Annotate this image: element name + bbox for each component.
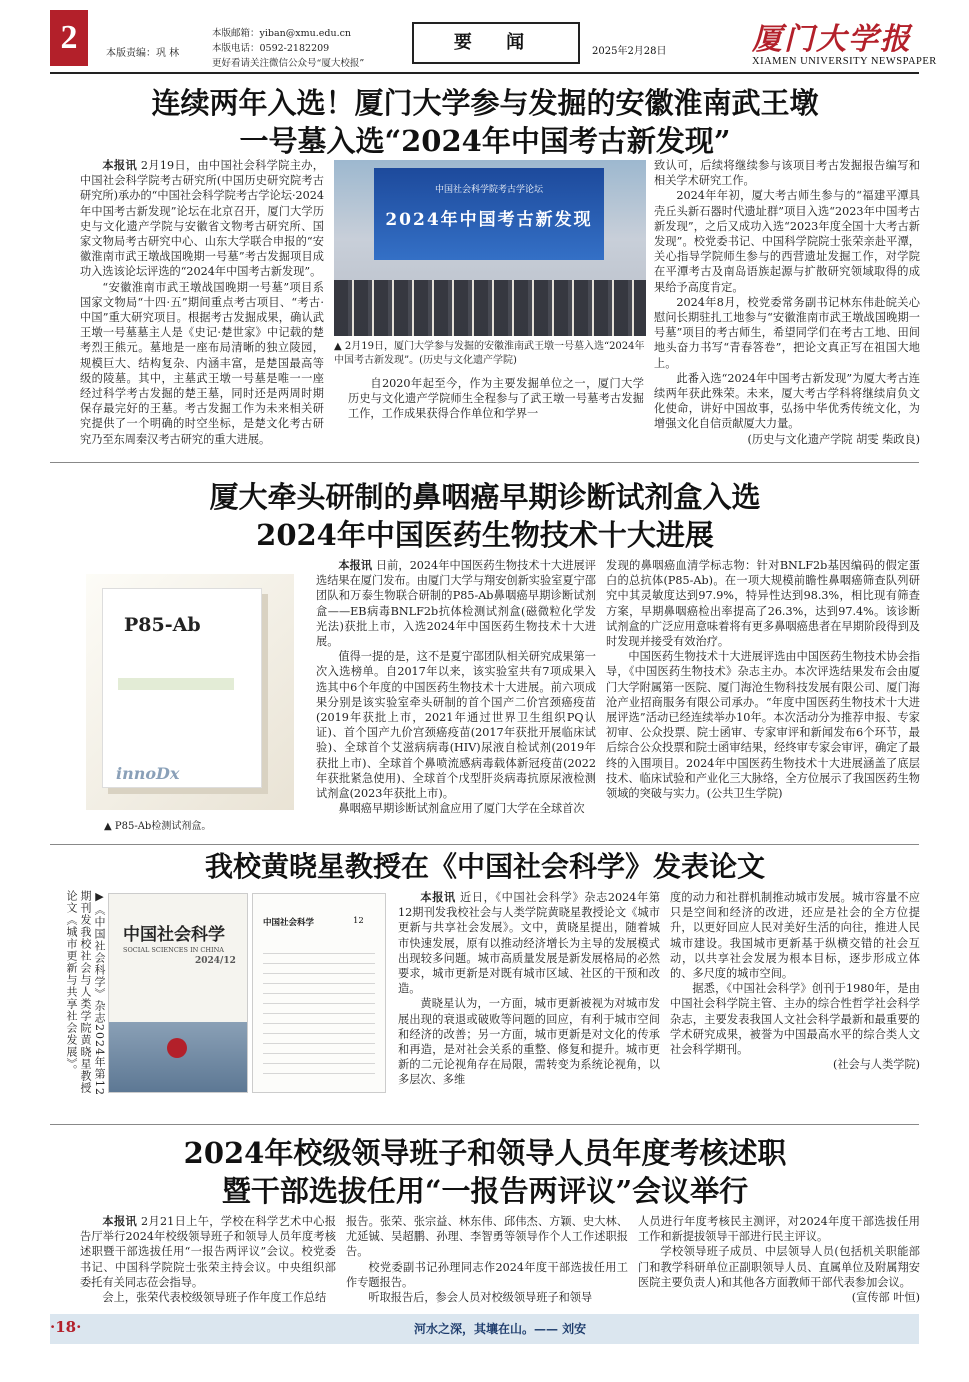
article3-col2 [670, 890, 920, 1118]
people-group [334, 280, 646, 336]
article1-lead: 本报讯 [102, 158, 137, 172]
article3-lead: 本报讯 [420, 890, 456, 904]
article4-para1: 2月21日上午，学校在科学艺术中心报告厅举行2024年校级领导班子和领导人员年度考核述职暨干部选拔任用“一报告两评议”会议。校党委书记、中国科学院院士张荣主持会议。中央组织部委托有关同志莅会指导。 [80, 1215, 336, 1289]
article1-title [60, 84, 910, 160]
box-brand: innoDx [116, 764, 180, 783]
article4-para4: 校党委副书记孙理同志作2024年度干部选拔任用工作专题报告。 [346, 1260, 628, 1289]
article4-title [60, 1134, 910, 1210]
newspaper-logo-sub: XIAMEN UNIVERSITY NEWSPAPER [752, 56, 937, 67]
article4-title-line1: 2024年校级领导班子和领导人员年度考核述职 [183, 1136, 787, 1170]
box-label-band [118, 678, 234, 690]
article1-sign: (历史与文化遗产学院 胡雯 柴政良) [747, 432, 920, 446]
screen-title: 2024年中国考古新发现 [385, 210, 593, 230]
email: 本版邮箱：yiban@xmu.edu.cn [212, 28, 352, 39]
article2-caption: ▲ P85-Ab检测试剂盒。 [104, 821, 212, 832]
article1-para7: 此番入选“2024年中国考古新发现”为厦大考古连续两年获此殊荣。未来，厦大考古学科将继续肩负文化使命，讲好中国故事，弘扬中华优秀传统文化，为增强文化自信贡献厦大力量。 [654, 371, 920, 431]
contact-block [212, 26, 364, 71]
section-label: 要 闻 [412, 22, 580, 64]
journal-page-number: 12 [353, 916, 364, 926]
screen-subtitle: 中国社会科学院考古学论坛 [434, 185, 543, 195]
phone: 本版电话：0592-2182209 [212, 43, 330, 54]
article2-col1 [316, 558, 596, 840]
article1-col2 [348, 376, 644, 446]
article2-para5: 中国医药生物技术十大进展评选由中国医药生物技术协会指导，《中国医药生物技术》杂志主办。本次评选结果发布会由厦门大学附属第一医院、厦门海沧生物科技发展有限公司、厦门海沧产业招商服务有限公司承办。“年度中国医药生物技术十大进展评选”活动已经连续举办10年。本次活动分为推荐申报、专家初审、公众投票、院士函审、专家审评和新闻发布6个环节，最后综合公众投票和院士函审结果，经终审专家会审评，确定了最终的入围项目。2024年中国医药生物技术十大进展涵盖了底层技术、临床试验和产业化三大脉络，全方位展示了我国医药生物领域的突破与实力。(公共卫生学院) [606, 650, 920, 801]
divider-1 [50, 462, 919, 463]
divider-3 [50, 1124, 919, 1125]
article4-para7: 学校领导班子成员、中层领导人员(包括机关职能部门和教学科研单位正副职领导人员、直属单位及附属翔安医院主要负责人)和其他各方面教师干部代表参加会议。 [638, 1245, 920, 1289]
article2-col2 [606, 558, 920, 840]
editor-credit: 本版责编：巩 林 [106, 48, 180, 59]
header-rule [50, 72, 919, 74]
journal-cover [108, 893, 248, 1093]
article2-para1: 日前，2024年中国医药生物技术十大进展评选结果在厦门发布。由厦门大学与翔安创新实验室夏宁邵团队和万泰生物联合研制的P85-Ab鼻咽癌早期诊断试剂盒——EB病毒BNLF2b抗体检测试剂盒(磁微粒化学发光法)获批上市，入选2024年中国医药生物技术十大进展。 [316, 559, 596, 649]
footer-quote: 河水之深，其壤在山。—— 刘安 [414, 1322, 587, 1336]
article4-lead: 本报讯 [102, 1214, 138, 1228]
forum-screen [374, 168, 604, 260]
article2-para4: 发现的鼻咽癌血清学标志物：针对BNLF2b基因编码的假定蛋白的总抗体(P85-Ab)。在一项大规模前瞻性鼻咽癌筛查队列研究中其灵敏度达到97.9%，特异性达到98.3%，相比现有筛查方案，早期鼻咽癌检出率提高了26.3%，达到97.4%。该诊断试剂盒的广泛应用意味着将有更多鼻咽癌患者在早期阶段得到及时发现并接受有效治疗。 [606, 559, 920, 649]
article1-para2: “安徽淮南市武王墩战国晚期一号墓”项目系国家文物局“十四·五”期间重点考古项目、“考古·中国”重大研究项目。根据考古发掘成果，确认武王墩一号墓墓主人是《史记·楚世家》中记载的楚考烈王熊元。墓地是一座布局清晰的独立陵园，规模巨大、结构复杂、内涵丰富，是楚国最高等级的陵墓。其中，主墓武王墩一号墓是唯一一座经过科学考古发掘的楚王墓，同时还是两周时期保存最完好的王墓。考古发掘工作为未来相关研究提供了一个明确的时空坐标，是楚文化考古研究乃至东周秦汉考古研究的重大进展。 [80, 280, 324, 446]
footer-page-number: ·18· [50, 1318, 82, 1336]
article4-sign: (宣传部 叶恒) [851, 1291, 920, 1305]
box-name: P85-Ab [124, 614, 201, 636]
journal-page-title: 中国社会科学 [263, 918, 315, 928]
article4-para2: 会上，张荣代表校级领导班子作年度工作总结 [102, 1291, 327, 1305]
article2-title-line1: 厦大牵头研制的鼻咽癌早期诊断试剂盒入选 [209, 480, 761, 514]
article1-para5: 2024年年初，厦大考古师生参与的“福建平潭具壳丘头新石器时代遗址群”项目入选“2023年中国考古新发现”，之后又成功入选“2023年度全国十大考古新发现”。校党委书记、中国科学院院士张荣亲赴平潭，关心指导学院师生参与的西营遗址发掘工作，对学院在平潭考古及南岛语族起源与扩散研究领域取得的成果给予高度肯定。 [654, 189, 920, 294]
article1-caption: ▲ 2月19日，厦门大学参与发掘的安徽淮南武王墩一号墓入选“2024年中国考古新发现”。(历史与文化遗产学院) [334, 341, 645, 366]
article3-title: 我校黄晓星教授在《中国社会科学》发表论文 [204, 850, 765, 883]
article4-col3 [638, 1214, 920, 1310]
article1-col3 [654, 158, 920, 448]
article1-col1 [80, 158, 324, 448]
article3-para1: 近日，《中国社会科学》杂志2024年第12期刊发我校社会与人类学院黄晓星教授论文《城市更新与共享社会发展》。文中，黄晓星提出，随着城市快速发展，原有以推动经济增长为主导的发展模式出现较多问题。城市高质量发展是新发展格局的必然要求，城市更新是对既有城市区域、社区的干预和改造。 [398, 891, 660, 996]
article3-sign: (社会与人类学院) [832, 1058, 920, 1072]
journal-contents-page [252, 893, 386, 1093]
article2-para2: 值得一提的是，这不是夏宁邵团队相关研究成果第一次入选榜单。自2017年以来，该实验室共有7项成果入选其中6个年度的中国医药生物技术十大进展。前六项成果分别是该实验室牵头研制的首个国产二价宫颈癌疫苗(2019年获批上市，2021年通过世界卫生组织PQ认证)、首个国产九价宫颈癌疫苗(2017年获批开展临床试验)、全球首个艾滋病病毒(HIV)尿液自检试剂(2019年获批上市)、全球首个鼻喷流感病毒载体新冠疫苗(2022年获批紧急使用)、全球首个戊型肝炎病毒抗原尿液检测试剂盒(2023年获批上市)。 [316, 650, 596, 801]
article3-vertical-caption: ▶《中国社会科学》杂志2024年第12期刊发我校社会与人类学院黄晓星教授论文《城市更新与共享社会发展》。 [65, 890, 106, 1096]
issue-date: 2025年2月28日 [592, 46, 667, 57]
journal-contents-lines [263, 944, 375, 1074]
article2-title [60, 478, 910, 554]
article1-title-line2: 一号墓入选“2024年中国考古新发现” [239, 124, 731, 158]
article3-col1 [398, 890, 660, 1118]
page-number: 2 [50, 10, 88, 66]
article1-para6: 2024年8月，校党委常务副书记林东伟赴皖关心慰问长期驻扎工地参与“安徽淮南市武王墩战国晚期一号墓”项目的考古师生，希望同学们在考古工地、田间地头奋力书写“青春答卷”，把论文真正写在祖国大地上。 [654, 295, 920, 370]
journal-cover-title: 中国社会科学 [123, 925, 225, 945]
article3-para4: 据悉，《中国社会科学》创刊于1980年，是由中国社会科学院主管、主办的综合性哲学社会科学杂志，主要发表我国人文社会科学最新和最重要的学术研究成果，被誉为中国最高水平的综合类人文社会科学期刊。 [670, 982, 920, 1057]
article4-col1 [80, 1214, 336, 1310]
journal-cover-en: SOCIAL SCIENCES IN CHINA [123, 946, 224, 954]
article4-para5: 听取报告后，参会人员对校级领导班子和领导 [368, 1291, 593, 1305]
article4-col2 [346, 1214, 628, 1310]
article4-para3: 报告。张荣、张宗益、林东伟、邱伟杰、方颖、史大林、尤延铖、吴超鹏、孙理、李智勇等领导作个人工作述职报告。 [346, 1215, 628, 1259]
wechat: 更好看请关注微信公众号“厦大校报” [212, 58, 365, 69]
article3-para2: 黄晓星认为，一方面，城市更新被视为对城市发展出现的衰退或破败等问题的回应，有利于城市空间和经济的改善；另一方面，城市更新是对文化的传承和再造，是对社会关系的重整、修复和提升。城市更新的二元论视角存在局限，需转变为系统论视角，以多层次、多维 [398, 997, 660, 1087]
divider-2 [50, 844, 919, 845]
article1-para3: 自2020年起至今，作为主要发掘单位之一，厦门大学历史与文化遗产学院师生全程参与了武王墩一号墓考古发掘工作，工作成果获得合作单位和学界一 [348, 377, 644, 421]
article4-para6: 人员进行年度考核民主测评，对2024年度干部选拔任用工作和新提拔领导干部进行民主评议。 [638, 1215, 920, 1244]
article3-para3: 度的动力和社群机制推动城市发展。城市容量不应只是空间和经济的改进，还应是社会的全方位提升，以更好回应人民对美好生活的向往，推进人民城市建设。我国城市更新基于纵横交错的社会互动，以共享社会发展为根本目标，逐步形成立体的、多尺度的城市空间。 [670, 891, 920, 981]
article1-para1: 2月19日，由中国社会科学院主办，中国社会科学院考古研究所(中国历史研究院考古研究所)承办的“中国社会科学院考古学论坛·2024年中国考古新发现”论坛在北京召开，厦门大学历史与文化遗产学院与安徽省文物考古研究所、国家文物局考古研究中心、山东大学联合申报的“安徽淮南市武王墩战国晚期一号墓”考古发掘项目成功入选该论坛评选的“2024年中国考古新发现”。 [80, 159, 324, 279]
article4-title-line2: 暨干部选拔任用“一报告两评议”会议举行 [221, 1174, 749, 1208]
journal-cover-issue: 2024/12 [195, 956, 236, 966]
article2-para3: 鼻咽癌早期诊断试剂盒应用了厦门大学在全球首次 [338, 802, 585, 816]
article1-title-line1: 连续两年入选！厦门大学参与发掘的安徽淮南武王墩 [151, 86, 819, 120]
product-box-image [86, 574, 294, 810]
newspaper-logo: 厦门大学报 [752, 23, 912, 56]
article2-title-line2: 2024年中国医药生物技术十大进展 [256, 518, 714, 552]
journal-cover-emblem [167, 1038, 187, 1058]
article2-lead: 本报讯 [338, 558, 373, 572]
article1-para4: 致认可，后续将继续参与该项目考古发掘报告编写和相关学术研究工作。 [654, 159, 920, 188]
article1-photo [334, 160, 646, 336]
